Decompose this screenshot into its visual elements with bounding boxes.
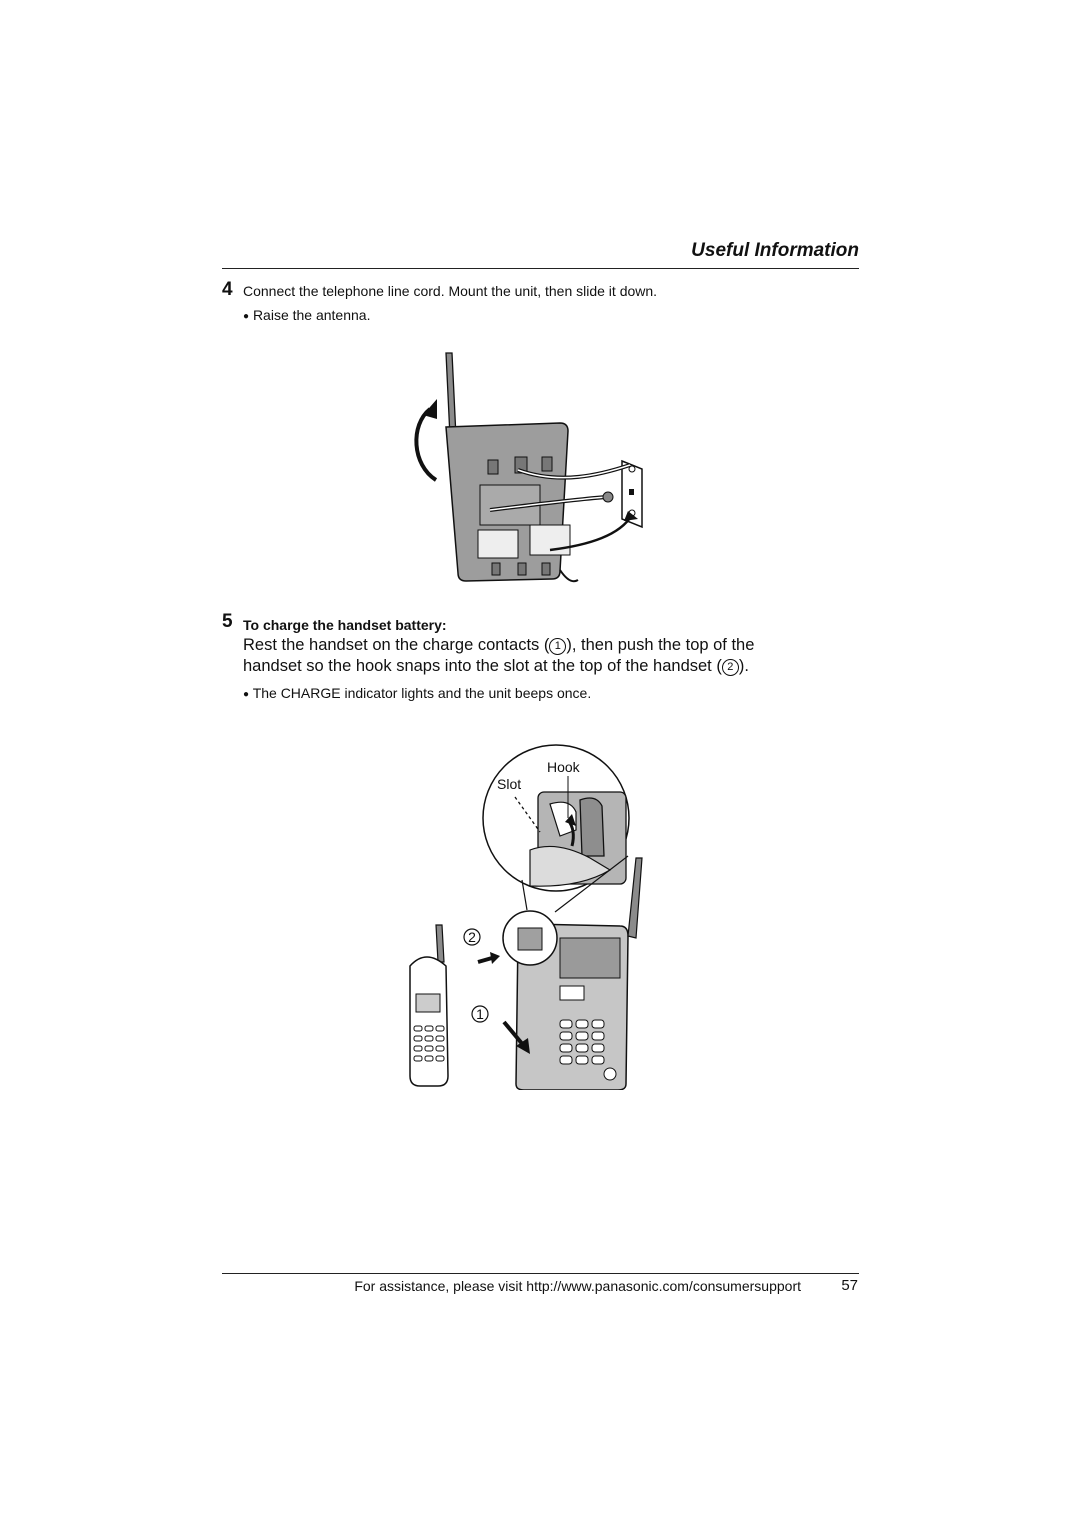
footer-divider	[222, 1273, 859, 1274]
marker-1-icon	[472, 1006, 488, 1022]
hook-label: Hook	[547, 759, 580, 775]
step-5-line-1-before: Rest the handset on the charge contacts (	[243, 636, 550, 654]
step-5-line-1	[243, 635, 754, 656]
bullet-icon: ●	[243, 689, 250, 700]
svg-text:2: 2	[468, 929, 476, 945]
zoom-detail-circle	[483, 745, 629, 891]
step-4-bullet	[243, 307, 370, 323]
step-5-line-1-after: ), then push the top of the	[566, 636, 755, 654]
step-5-line-2-after: ).	[738, 657, 749, 675]
base-unit-front	[516, 858, 642, 1090]
step-4-text: Connect the telephone line cord. Mount the unit, then slide it down.	[243, 283, 658, 299]
wall-mount-illustration	[410, 345, 670, 595]
raise-arrow-icon	[416, 399, 437, 480]
marker-2-icon	[464, 929, 480, 945]
step-5-line-2	[243, 656, 749, 677]
step-5-number: 5	[222, 611, 233, 632]
push-arrow-icon	[478, 952, 500, 964]
page-number: 57	[841, 1277, 858, 1294]
svg-text:1: 1	[476, 1006, 484, 1022]
handset-illustration	[410, 925, 448, 1086]
bullet-icon: ●	[243, 311, 250, 322]
step-5-bullet	[243, 685, 591, 701]
footer-assistance: For assistance, please visit http://www.panasonic.com/consumersupport	[354, 1278, 801, 1294]
header-divider	[222, 268, 859, 269]
step-4-bullet-text: Raise the antenna.	[252, 307, 371, 323]
step-4-number: 4	[222, 279, 233, 300]
step-5-subheading: To charge the handset battery:	[243, 617, 447, 633]
slot-label: Slot	[497, 776, 522, 792]
marker-2-icon: 2	[722, 659, 739, 676]
handset-charging-illustration	[400, 740, 660, 1090]
antenna-illustration	[446, 353, 456, 437]
step-5-bullet-text: The CHARGE indicator lights and the unit beeps once.	[252, 685, 592, 701]
marker-1-icon: 1	[549, 638, 566, 655]
section-title: Useful Information	[691, 240, 859, 261]
step-5-line-2-before: handset so the hook snaps into the slot at the top of the handset (	[243, 657, 722, 675]
